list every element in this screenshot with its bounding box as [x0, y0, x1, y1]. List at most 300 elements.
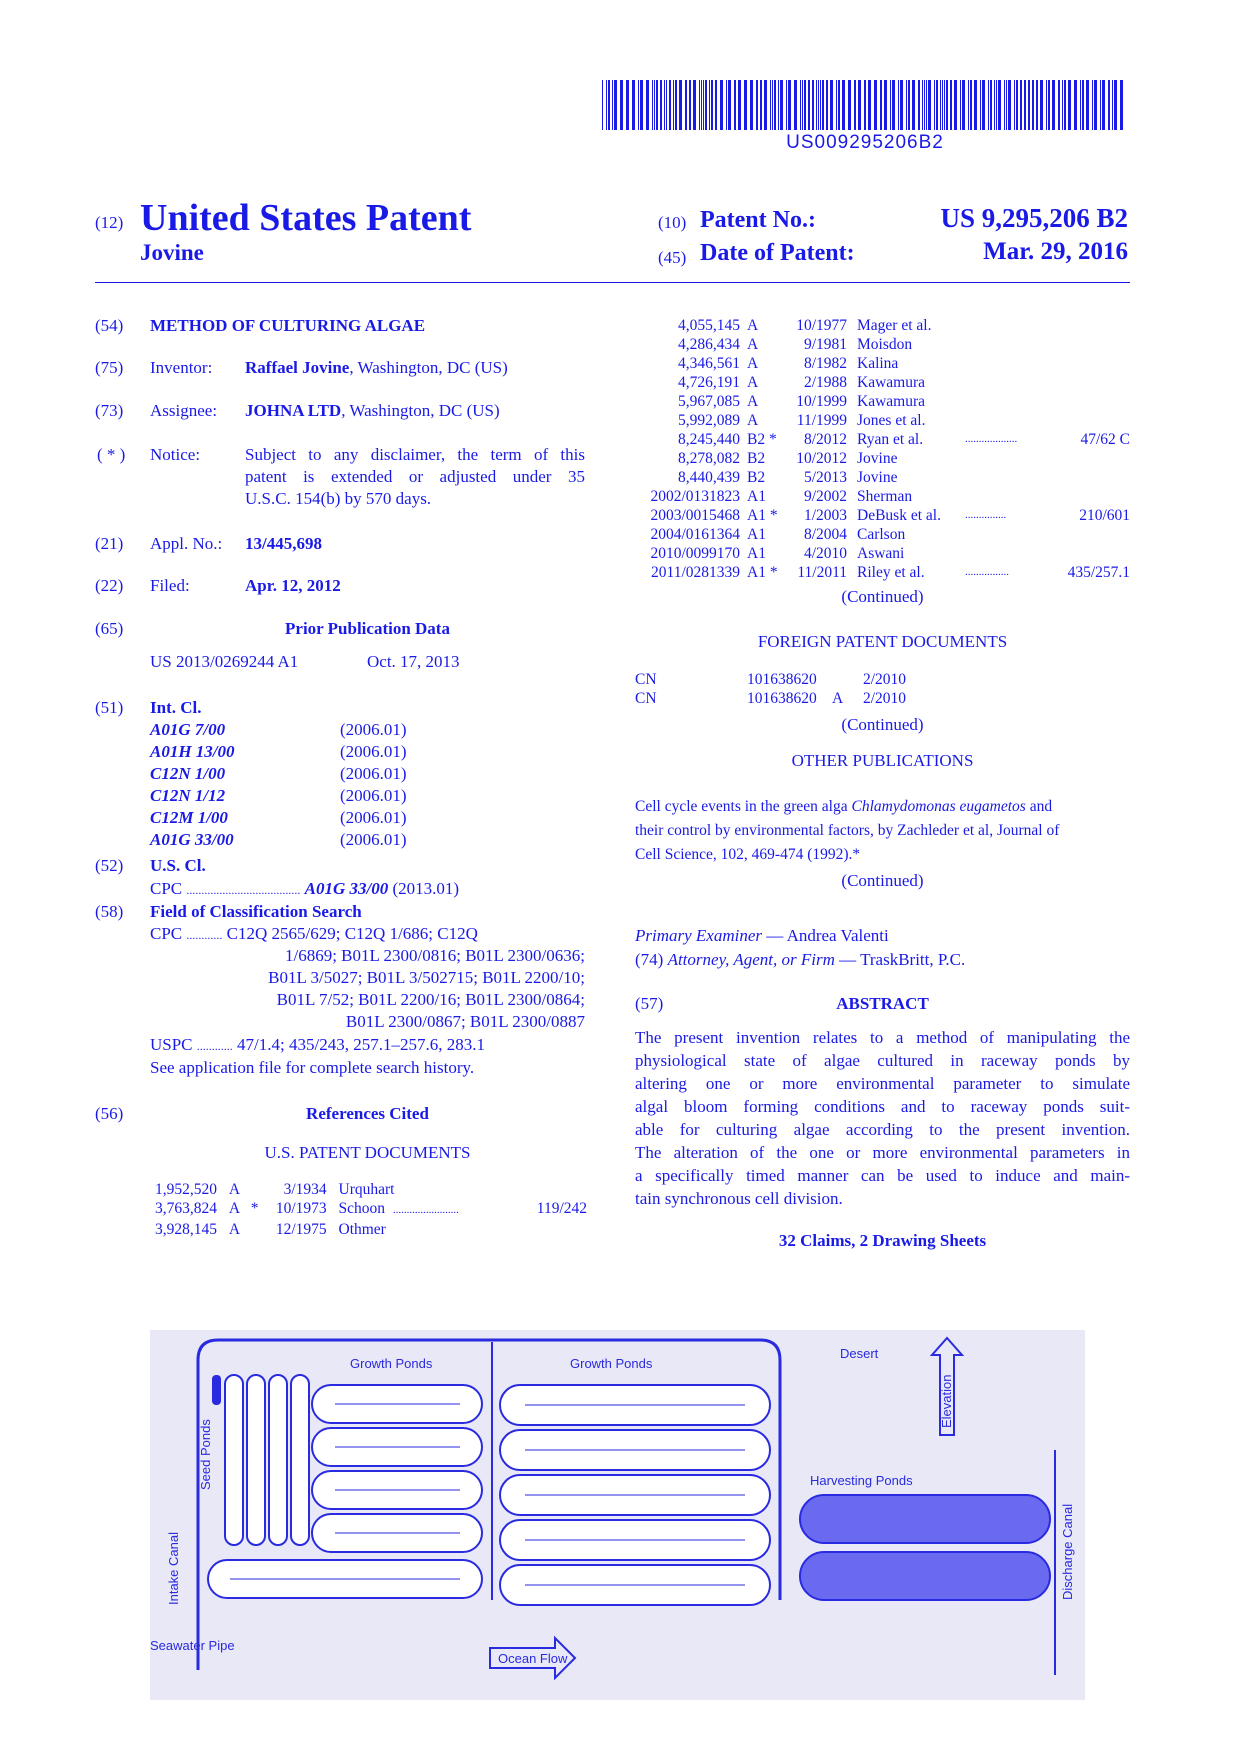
barcode-bar [1074, 80, 1077, 130]
ref-kind: B2 [747, 469, 766, 486]
field-code: (58) [95, 902, 124, 921]
filed-label: Filed: [150, 576, 190, 595]
barcode-bar [934, 80, 935, 130]
barcode-bar [646, 80, 649, 130]
barcode-bar [760, 80, 762, 130]
examiner-line [635, 925, 889, 947]
uspc-label: USPC [150, 1035, 193, 1054]
code-10: (10) [658, 213, 687, 232]
ref-number: 4,055,145 [678, 317, 740, 334]
harvesting-ponds-label: Harvesting Ponds [810, 1473, 913, 1488]
other-publications-heading: OTHER PUBLICATIONS [791, 751, 974, 770]
ref-number: 2010/0099170 [650, 545, 740, 562]
barcode-bar [606, 80, 607, 130]
barcode-bar [675, 80, 677, 130]
notice-line-2: patent is extended or adjusted under 35 [245, 467, 585, 486]
field-cpc-line-5: B01L 2300/0867; B01L 2300/0887 [345, 1012, 585, 1031]
barcode-bar [652, 80, 653, 130]
other-line-1 [635, 795, 1130, 819]
uscl-cpc-row [150, 878, 459, 901]
ref-name: Kalina [857, 355, 899, 372]
notice-line-1: Subject to any disclaimer, the term of this [245, 445, 585, 464]
barcode-bar [950, 80, 952, 130]
assignee-entry [245, 400, 500, 422]
ref-name: Jovine [857, 469, 898, 486]
ref-number: 2003/0015468 [650, 507, 740, 524]
continued-1: (Continued) [841, 587, 924, 606]
barcode-bar [924, 80, 925, 130]
barcode-bar [1080, 80, 1081, 130]
barcode-bar [974, 80, 977, 130]
barcode-bar [1112, 80, 1113, 130]
assignee-code: (73) [95, 401, 124, 420]
barcode-bar [770, 80, 771, 130]
ref-kind: A [747, 336, 759, 353]
filed-code: (22) [95, 576, 124, 595]
field-cpc-line-2: 1/6869; B01L 2300/0816; B01L 2300/0636; [284, 946, 585, 965]
attorney-label: Attorney, Agent, or Firm [667, 950, 835, 969]
barcode-bar [812, 80, 814, 130]
appl-code: (21) [95, 534, 124, 553]
barcode-bar [786, 80, 787, 130]
intcl-list [150, 719, 407, 851]
barcode-bar [1108, 80, 1110, 130]
intcl-heading: Int. Cl. [150, 698, 202, 717]
barcode-bar [715, 80, 717, 130]
seed-pond [269, 1375, 287, 1545]
claims-summary: 32 Claims, 2 Drawing Sheets [778, 1231, 987, 1250]
ref-date: 10/1977 [796, 317, 847, 334]
ref-name: Moisdon [857, 336, 913, 353]
barcode-bar [638, 80, 639, 130]
patent-number: US 9,295,206 B2 [940, 203, 1128, 233]
barcode-bar [946, 80, 948, 130]
uspc-value: 47/1.4; 435/243, 257.1–257.6, 283.1 [237, 1035, 485, 1054]
barcode-bar [1024, 80, 1026, 130]
ref-kind: A [747, 355, 759, 372]
foreign-number: 101638620 [747, 671, 817, 688]
barcode-bar [734, 80, 736, 130]
barcode-bar [890, 80, 891, 130]
harvesting-pond [800, 1552, 1050, 1600]
abstract-body [635, 1026, 1130, 1210]
uscl-cpc-label: CPC [150, 879, 183, 898]
barcode-bar [711, 80, 713, 130]
barcode-bar [1094, 80, 1097, 130]
barcode-bar [738, 80, 741, 130]
ref-date: 4/2010 [803, 545, 847, 562]
seed-ponds-label: Seed Ponds [198, 1419, 213, 1490]
ref-kind: A [228, 1221, 241, 1238]
barcode-bar [1064, 80, 1066, 130]
title-code: (54) [95, 316, 124, 335]
ref-name: Kawamura [857, 393, 925, 410]
barcode-bar [1102, 80, 1105, 130]
ref-date: 10/1999 [796, 393, 847, 410]
right-ref-row [635, 487, 1130, 506]
seed-pond-small [212, 1375, 221, 1405]
header-rule [95, 282, 1130, 283]
barcode-bar [788, 80, 791, 130]
barcode-bar [1016, 80, 1018, 130]
barcode-bar [1040, 80, 1043, 130]
ref-name: Schoon [338, 1200, 385, 1217]
harvesting-pond [800, 1495, 1050, 1543]
barcode-bar [988, 80, 989, 130]
ref-date: 10/1973 [275, 1200, 327, 1217]
barcode-bar [1082, 80, 1084, 130]
intcl-version: (2006.01) [340, 720, 407, 739]
inventor-short: Jovine [140, 240, 204, 265]
right-ref-row [635, 316, 1130, 335]
barcode-bar [892, 80, 895, 130]
barcode-bars [600, 80, 1130, 130]
intcl-row [150, 741, 407, 763]
attorney-code: (74) [635, 950, 664, 969]
right-ref-row [635, 335, 1130, 354]
barcode-bar [816, 80, 817, 130]
barcode-bar [744, 80, 747, 130]
ref-name: Jovine [857, 450, 898, 467]
code-12: (12) [95, 213, 124, 232]
refs-code: (56) [95, 1104, 124, 1123]
intcl-row [150, 807, 407, 829]
ref-kind: A [747, 393, 759, 410]
abstract-line: altering one or more environmental parameter to simulate [635, 1074, 1130, 1093]
other-line-1-italic: Chlamydomonas eugametos [851, 798, 1026, 815]
ref-number: 2002/0131823 [650, 488, 740, 505]
foreign-kind: A [832, 690, 844, 707]
abstract-line: The alteration of the one or more environmental parameters in [635, 1143, 1130, 1162]
barcode-bar [1014, 80, 1015, 130]
barcode-bar [918, 80, 920, 130]
prior-date: Oct. 17, 2013 [367, 652, 460, 671]
ref-name: Carlson [857, 526, 906, 543]
patent-date: Mar. 29, 2016 [983, 238, 1128, 265]
barcode-bar [922, 80, 923, 130]
barcode-bar [705, 80, 707, 130]
appl-number: 13/445,698 [245, 534, 322, 553]
foreign-date: 2/2010 [863, 690, 907, 707]
barcode-bar [1036, 80, 1038, 130]
barcode-bar [1048, 80, 1050, 130]
foreign-row [635, 670, 1130, 689]
barcode-bar [864, 80, 866, 130]
barcode-bar [874, 80, 877, 130]
barcode-bar [685, 80, 687, 130]
raceway-figure [150, 1330, 1085, 1700]
right-ref-row [635, 411, 1130, 430]
uscl-cpc-code: A01G 33/00 [304, 879, 389, 898]
barcode-bar [1062, 80, 1063, 130]
right-ref-row [635, 468, 1130, 487]
barcode-bar [666, 80, 667, 130]
foreign-number: 101638620 [747, 690, 817, 707]
intake-canal-label: Intake Canal [166, 1532, 181, 1605]
examiner-label: Primary Examiner [635, 926, 763, 945]
ocean-flow-label: Ocean Flow [498, 1651, 568, 1666]
barcode-bar [802, 80, 803, 130]
barcode-bar [602, 80, 603, 130]
ref-kind: A1 [747, 526, 766, 543]
ref-name: Ryan et al. [857, 431, 924, 448]
barcode-bar [804, 80, 806, 130]
barcode-bar [906, 80, 907, 130]
barcode-bar [608, 80, 610, 130]
left-ref-row [137, 1199, 587, 1220]
ref-name: Othmer [338, 1221, 386, 1238]
intcl-version: (2006.01) [340, 830, 407, 849]
intcl-row [150, 829, 407, 851]
other-line-1-pre: Cell cycle events in the green alga [635, 798, 852, 815]
intcl-version: (2006.01) [340, 808, 407, 827]
barcode-bar [1046, 80, 1047, 130]
barcode-bar [928, 80, 931, 130]
barcode-bar [1004, 80, 1005, 130]
ref-number: 4,286,434 [678, 336, 740, 353]
inventor-code: (75) [95, 358, 124, 377]
intcl-code-value: A01G 33/00 [150, 830, 234, 849]
barcode-bar [982, 80, 985, 130]
barcode-bar [772, 80, 773, 130]
barcode-bar [836, 80, 837, 130]
patent-no-label: Patent No.: [700, 207, 816, 233]
barcode-bar [800, 80, 801, 130]
growth-ponds-right [500, 1385, 770, 1605]
ref-name: DeBusk et al. [857, 507, 941, 524]
ref-number: 2004/0161364 [650, 526, 740, 543]
barcode-bar [994, 80, 995, 130]
right-ref-row [635, 430, 1130, 449]
barcode-bar [1100, 80, 1101, 130]
assignee-label: Assignee: [150, 401, 218, 420]
desert-label: Desert [840, 1346, 879, 1361]
ref-kind: A [228, 1181, 241, 1198]
inventor-location: , Washington, DC (US) [349, 358, 508, 377]
barcode-bar [654, 80, 655, 130]
ref-number: 8,245,440 [678, 431, 740, 448]
doc-type-title: United States Patent [140, 197, 472, 239]
attorney-line [635, 949, 965, 971]
abstract-line: tain synchronous cell division. [635, 1189, 843, 1208]
ref-class: 47/62 C [1080, 431, 1130, 448]
ref-name: Urquhart [338, 1181, 395, 1198]
ref-name: Mager et al. [857, 317, 932, 334]
intcl-code-value: A01G 7/00 [150, 720, 226, 739]
ref-number: 5,967,085 [678, 393, 740, 410]
right-ref-row [635, 563, 1130, 582]
ref-kind: A [747, 374, 759, 391]
foreign-country: CN [635, 690, 657, 707]
abstract-line: able for culturing algae according to the present invention. [635, 1120, 1130, 1139]
ref-number: 4,726,191 [678, 374, 740, 391]
uscl-code: (52) [95, 856, 124, 875]
barcode-bar [1008, 80, 1011, 130]
barcode-bar [942, 80, 943, 130]
right-ref-row [635, 392, 1130, 411]
continued-2: (Continued) [841, 715, 924, 734]
ref-name: Jones et al. [857, 412, 926, 429]
barcode-bar [1068, 80, 1071, 130]
notice-code: ( * ) [97, 445, 126, 464]
ref-number: 8,440,439 [678, 469, 740, 486]
ref-number: 2011/0281339 [651, 564, 740, 581]
barcode-bar [664, 80, 665, 130]
barcode-bar [612, 80, 613, 130]
ref-kind: A1 [747, 545, 766, 562]
barcode-bar [848, 80, 851, 130]
ref-class: 435/257.1 [1067, 564, 1130, 581]
prior-heading: Prior Publication Data [285, 619, 450, 638]
notice-label: Notice: [150, 445, 201, 464]
abstract-line: a specifically timed manner can be used to induce and main- [635, 1166, 1130, 1185]
elevation-label: Elevation [939, 1374, 954, 1428]
left-ref-row [137, 1220, 587, 1239]
ref-number: 3,928,145 [155, 1221, 217, 1238]
search-history-note: See application file for complete search history. [150, 1058, 475, 1077]
ref-kind: A [747, 412, 759, 429]
filed-date: Apr. 12, 2012 [245, 576, 341, 595]
prior-code: (65) [95, 619, 124, 638]
uspc-row [150, 1034, 485, 1057]
ref-date: 9/1981 [803, 336, 847, 353]
barcode-bar [1086, 80, 1089, 130]
abstract-line: physiological state of algae cultured in raceway ponds by [635, 1051, 1130, 1070]
field-cpc-label: CPC [150, 924, 183, 943]
ref-date: 1/2003 [803, 507, 847, 524]
barcode-bar [996, 80, 997, 130]
barcode-bar [884, 80, 887, 130]
foreign-country: CN [635, 671, 657, 688]
right-ref-row [635, 373, 1130, 392]
barcode-bar [693, 80, 696, 130]
prior-publication: US 2013/0269244 A1 [150, 652, 299, 671]
barcode-bar [990, 80, 992, 130]
barcode-bar [728, 80, 731, 130]
barcode-number: US009295206B2 [786, 132, 944, 153]
uspc-dots: ............ [196, 1039, 233, 1053]
barcode-bar [822, 80, 824, 130]
field-cpc-line-1: C12Q 2565/629; C12Q 1/686; C12Q [226, 924, 478, 943]
barcode-bar [818, 80, 819, 130]
barcode-bar [962, 80, 965, 130]
ref-dots: ................ [965, 566, 1009, 578]
ref-name: Sherman [857, 488, 913, 505]
barcode-bar [970, 80, 972, 130]
ref-number: 3,763,824 [155, 1200, 217, 1217]
intcl-version: (2006.01) [340, 786, 407, 805]
other-line-2: their control by environmental factors, by Zachleder et al, Journal of [635, 822, 1060, 839]
abstract-heading: ABSTRACT [836, 994, 929, 1013]
ref-name: Aswani [857, 545, 905, 562]
barcode-bar [1020, 80, 1022, 130]
barcode-bar [1120, 80, 1123, 130]
foreign-docs [635, 670, 1130, 708]
field-cpc-line-4: B01L 7/52; B01L 2200/16; B01L 2300/0864; [276, 990, 585, 1009]
intcl-row [150, 785, 407, 807]
intcl-code-value: C12N 1/00 [150, 764, 226, 783]
intcl-code-value: C12M 1/00 [150, 808, 228, 827]
ref-kind: B2 [747, 450, 766, 467]
abstract-code: (57) [635, 994, 664, 1013]
barcode-bar [998, 80, 1001, 130]
field-heading: Field of Classification Search [150, 902, 362, 921]
field-cpc-line-3: B01L 3/5027; B01L 3/502715; B01L 2200/10; [268, 968, 585, 987]
ref-number: 1,952,520 [155, 1181, 217, 1198]
barcode-bar [808, 80, 810, 130]
attorney-name: — TraskBritt, P.C. [834, 950, 966, 969]
barcode-bar [778, 80, 779, 130]
barcode-bar [720, 80, 723, 130]
ref-kind: B2 * [747, 431, 777, 448]
left-us-docs [137, 1180, 587, 1239]
barcode-bar [1028, 80, 1030, 130]
invention-title: METHOD OF CULTURING ALGAE [150, 316, 426, 335]
intcl-row [150, 763, 407, 785]
barcode-bar [926, 80, 927, 130]
ref-date: 8/1982 [803, 355, 847, 372]
field-cpc-row [150, 923, 478, 946]
ref-date: 10/2012 [796, 450, 847, 467]
barcode-bar [936, 80, 938, 130]
barcode-bar [908, 80, 910, 130]
uscl-heading: U.S. Cl. [150, 856, 206, 875]
other-line-3: Cell Science, 102, 469-474 (1992).* [635, 846, 861, 863]
barcode-bar [854, 80, 856, 130]
ref-dots: ............... [965, 509, 1007, 521]
abstract-line: The present invention relates to a method of manipulating the [635, 1028, 1130, 1047]
barcode-bar [960, 80, 961, 130]
ref-date: 3/1934 [283, 1181, 327, 1198]
inventor-entry [245, 357, 508, 379]
barcode-bar [679, 80, 682, 130]
barcode-bar [826, 80, 828, 130]
barcode-bar [780, 80, 783, 130]
ref-dots: ................... [965, 433, 1018, 445]
barcode-bar [794, 80, 797, 130]
barcode-bar [660, 80, 662, 130]
inventor-name: Raffael Jovine [245, 358, 350, 377]
ref-date: 8/2004 [803, 526, 847, 543]
barcode-bar [669, 80, 671, 130]
inventor-label: Inventor: [150, 358, 213, 377]
examiner-name: — Andrea Valenti [762, 926, 889, 945]
foreign-date: 2/2010 [863, 671, 907, 688]
barcode-bar [640, 80, 643, 130]
other-line-1-post: and [1025, 798, 1053, 815]
other-publication [635, 795, 1130, 867]
barcode-bar [954, 80, 957, 130]
barcode-bar [1006, 80, 1007, 130]
seed-ponds [212, 1375, 309, 1545]
right-ref-row [635, 525, 1130, 544]
ref-kind: A1 * [747, 507, 778, 524]
barcode-bar [940, 80, 941, 130]
ref-kind: A [228, 1200, 241, 1217]
ref-date: 11/1999 [796, 412, 847, 429]
intcl-code: (51) [95, 698, 124, 717]
ref-star: * [250, 1200, 259, 1217]
right-ref-row [635, 506, 1130, 525]
field-cpc-dots: ............ [186, 928, 223, 942]
ref-class: 210/601 [1079, 507, 1130, 524]
abstract-line: algal bloom forming conditions and to raceway ponds suit- [635, 1097, 1130, 1116]
ref-name: Kawamura [857, 374, 925, 391]
intcl-version: (2006.01) [340, 742, 407, 761]
discharge-canal-label: Discharge Canal [1060, 1503, 1075, 1600]
barcode-bar [764, 80, 767, 130]
barcode-bar [968, 80, 969, 130]
